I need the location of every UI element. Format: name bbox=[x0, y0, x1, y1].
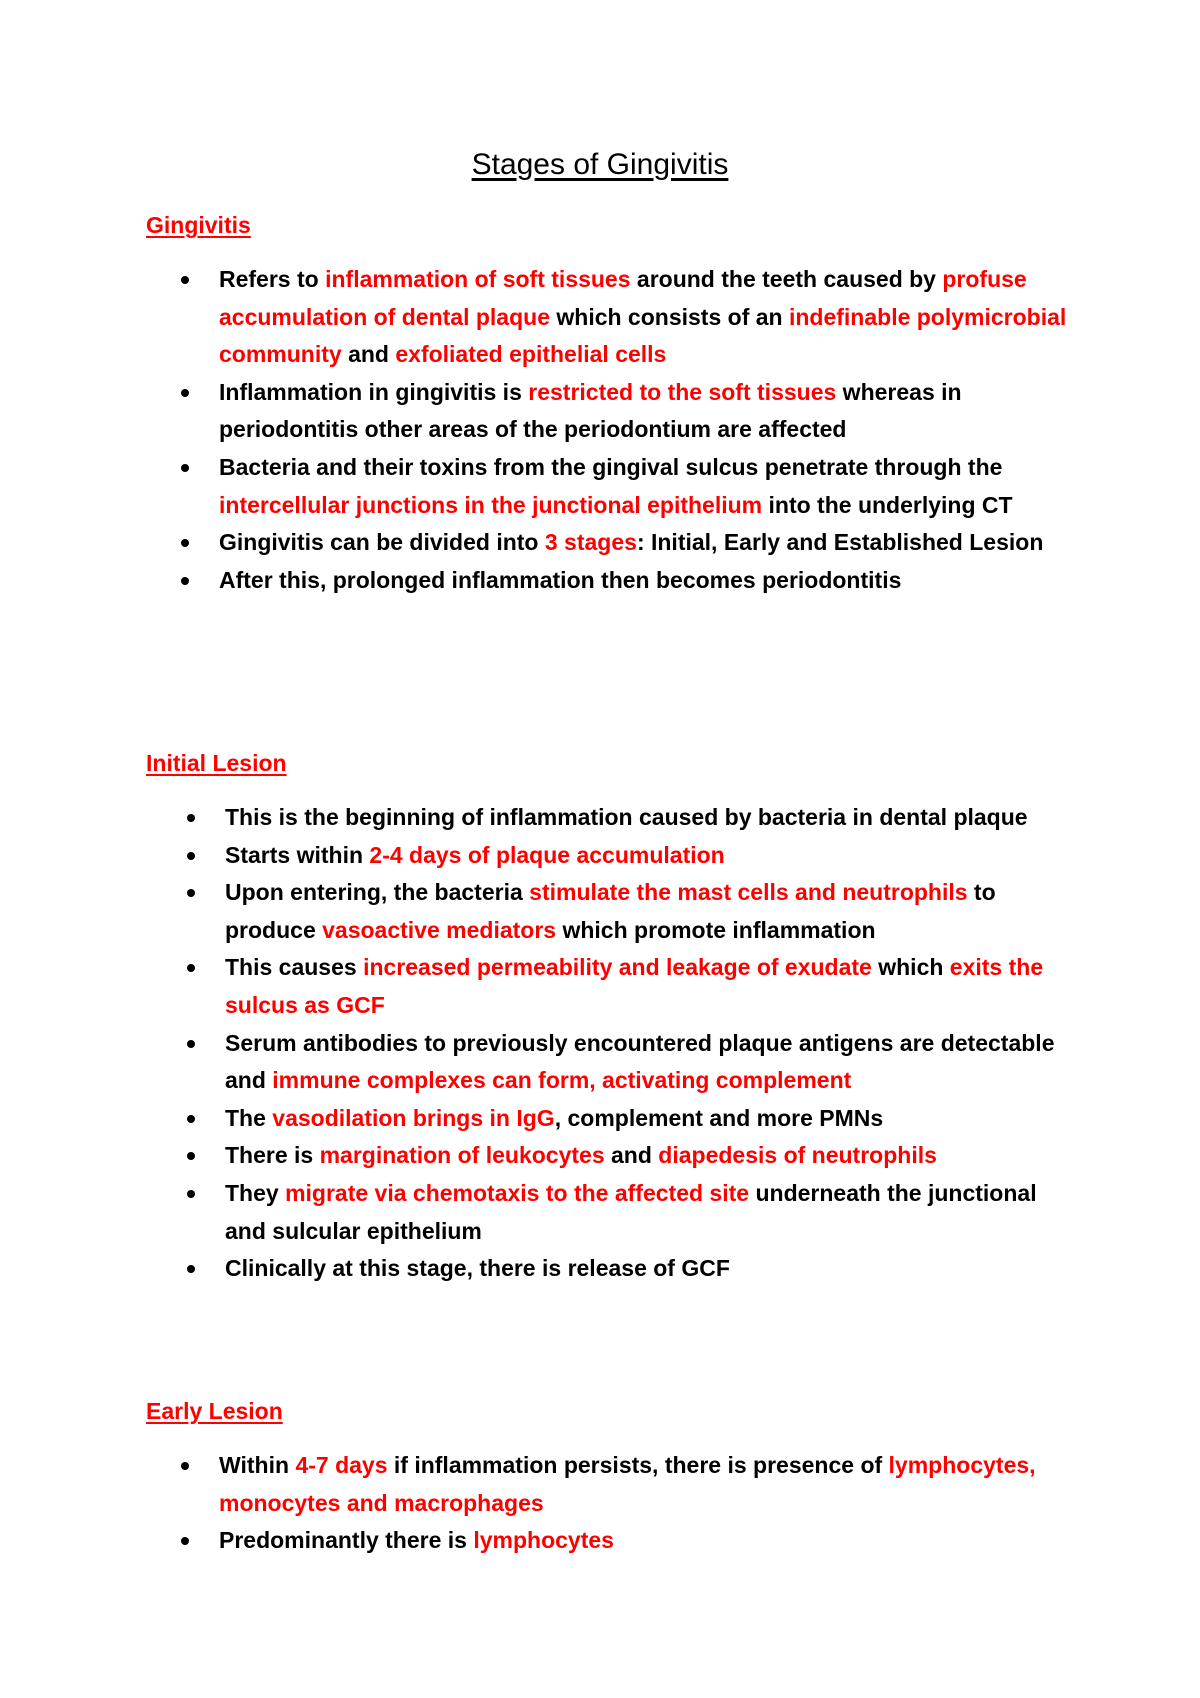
bullet-dot-icon bbox=[181, 464, 189, 472]
body-text: Predominantly there is bbox=[219, 1527, 474, 1554]
highlighted-text: indefinable polymicrobial community bbox=[219, 303, 1067, 368]
highlighted-text: margination of leukocytes bbox=[319, 1142, 605, 1169]
body-text: Within bbox=[219, 1452, 296, 1478]
highlighted-text: lymphocytes bbox=[473, 1527, 614, 1554]
highlighted-text: exfoliated epithelial cells bbox=[395, 341, 667, 368]
body-text: which bbox=[871, 954, 950, 981]
bullet-item bbox=[225, 1100, 1075, 1138]
highlighted-text: vasoactive mediators bbox=[322, 916, 557, 943]
bullet-item bbox=[225, 1175, 1075, 1250]
bullet-dot-icon bbox=[187, 814, 195, 822]
bullet-item bbox=[219, 562, 1079, 600]
body-text: which promote inflammation bbox=[556, 916, 876, 943]
bullet-dot-icon bbox=[181, 389, 189, 397]
highlighted-text: 2-4 days of plaque accumulation bbox=[369, 841, 725, 868]
bullet-dot-icon bbox=[187, 889, 195, 897]
bullet-list-early-lesion bbox=[219, 1447, 1079, 1560]
bullet-dot-icon bbox=[187, 964, 195, 972]
bullet-dot-icon bbox=[181, 1462, 189, 1470]
body-text: : Initial, Early and Established Lesion bbox=[636, 529, 1044, 556]
bullet-item bbox=[219, 449, 1079, 524]
bullet-dot-icon bbox=[187, 1190, 195, 1198]
bullet-dot-icon bbox=[181, 539, 189, 547]
highlighted-text: 3 stages bbox=[544, 529, 637, 556]
bullet-dot-icon bbox=[181, 276, 189, 284]
body-text: Clinically at this stage, there is release of GCF bbox=[225, 1255, 730, 1282]
bullet-item bbox=[225, 799, 1075, 837]
bullet-dot-icon bbox=[187, 1115, 195, 1123]
highlighted-text: exits the sulcus as GCF bbox=[225, 954, 1044, 1018]
highlighted-text: profuse accumulation of dental plaque bbox=[219, 266, 1027, 330]
highlighted-text: lymphocytes, monocytes and macrophages bbox=[219, 1452, 1036, 1516]
body-text: There is bbox=[225, 1142, 320, 1169]
bullet-dot-icon bbox=[187, 1152, 195, 1160]
body-text: and bbox=[604, 1142, 659, 1169]
body-text: They bbox=[225, 1179, 286, 1206]
bullet-dot-icon bbox=[187, 852, 195, 860]
body-text: if inflammation persists, there is presence of bbox=[387, 1452, 889, 1478]
section-heading-initial-lesion: Initial Lesion bbox=[146, 750, 287, 776]
body-text: to produce bbox=[225, 879, 996, 943]
highlighted-text: stimulate the mast cells and neutrophils bbox=[529, 879, 968, 906]
body-text: into the underlying CT bbox=[762, 491, 1013, 518]
highlighted-text: intercellular junctions in the junctional epithelium bbox=[219, 491, 763, 518]
highlighted-text: restricted to the soft tissues bbox=[528, 378, 837, 405]
body-text: and bbox=[341, 341, 396, 368]
body-text: Serum antibodies to previously encountered plaque antigens are detectable and bbox=[225, 1029, 1055, 1094]
body-text: Inflammation in gingivitis is bbox=[219, 378, 529, 405]
section-heading-early-lesion: Early Lesion bbox=[146, 1398, 283, 1424]
body-text: Bacteria and their toxins from the gingival sulcus penetrate through the bbox=[219, 453, 1003, 480]
body-text: The bbox=[225, 1104, 273, 1131]
bullet-item bbox=[225, 1137, 1075, 1175]
highlighted-text: immune complexes can form, activating complement bbox=[272, 1067, 852, 1094]
highlighted-text: migrate via chemotaxis to the affected site bbox=[285, 1179, 750, 1206]
bullet-item bbox=[225, 1250, 1075, 1288]
page-title: Stages of Gingivitis bbox=[471, 148, 729, 181]
bullet-list-initial-lesion bbox=[225, 799, 1075, 1288]
bullet-item bbox=[219, 1447, 1079, 1522]
bullet-item bbox=[225, 949, 1075, 1024]
bullet-dot-icon bbox=[181, 1537, 189, 1545]
body-text: Upon entering, the bacteria bbox=[225, 879, 530, 906]
bullet-item bbox=[219, 524, 1079, 562]
highlighted-text: 4-7 days bbox=[295, 1452, 388, 1478]
body-text: This is the beginning of inflammation caused by bacteria in dental plaque bbox=[225, 804, 1028, 830]
body-text: Gingivitis can be divided into bbox=[219, 529, 545, 556]
body-text: Refers to bbox=[219, 266, 326, 292]
body-text: underneath the junctional and sulcular epithelium bbox=[225, 1179, 1037, 1244]
body-text: whereas in periodontitis other areas of the periodontium are affected bbox=[219, 378, 962, 443]
bullet-item bbox=[219, 1522, 1079, 1560]
body-text: which consists of an bbox=[549, 303, 789, 330]
bullet-dot-icon bbox=[187, 1265, 195, 1273]
body-text: After this, prolonged inflammation then becomes periodontitis bbox=[219, 566, 902, 593]
body-text: , complement and more PMNs bbox=[554, 1104, 884, 1131]
highlighted-text: increased permeability and leakage of exudate bbox=[363, 954, 872, 981]
bullet-item bbox=[225, 874, 1075, 949]
section-heading-gingivitis: Gingivitis bbox=[146, 212, 251, 238]
body-text: Starts within bbox=[225, 841, 370, 868]
highlighted-text: vasodilation brings in IgG bbox=[272, 1104, 555, 1131]
bullet-item bbox=[219, 374, 1079, 449]
body-text: around the teeth caused by bbox=[630, 266, 943, 292]
bullet-list-gingivitis bbox=[219, 261, 1079, 599]
bullet-dot-icon bbox=[181, 577, 189, 585]
bullet-item bbox=[225, 837, 1075, 875]
bullet-item bbox=[219, 261, 1079, 374]
body-text: This causes bbox=[225, 954, 364, 981]
highlighted-text: inflammation of soft tissues bbox=[325, 266, 631, 292]
bullet-item bbox=[225, 1025, 1075, 1100]
bullet-dot-icon bbox=[187, 1040, 195, 1048]
highlighted-text: diapedesis of neutrophils bbox=[658, 1142, 937, 1169]
